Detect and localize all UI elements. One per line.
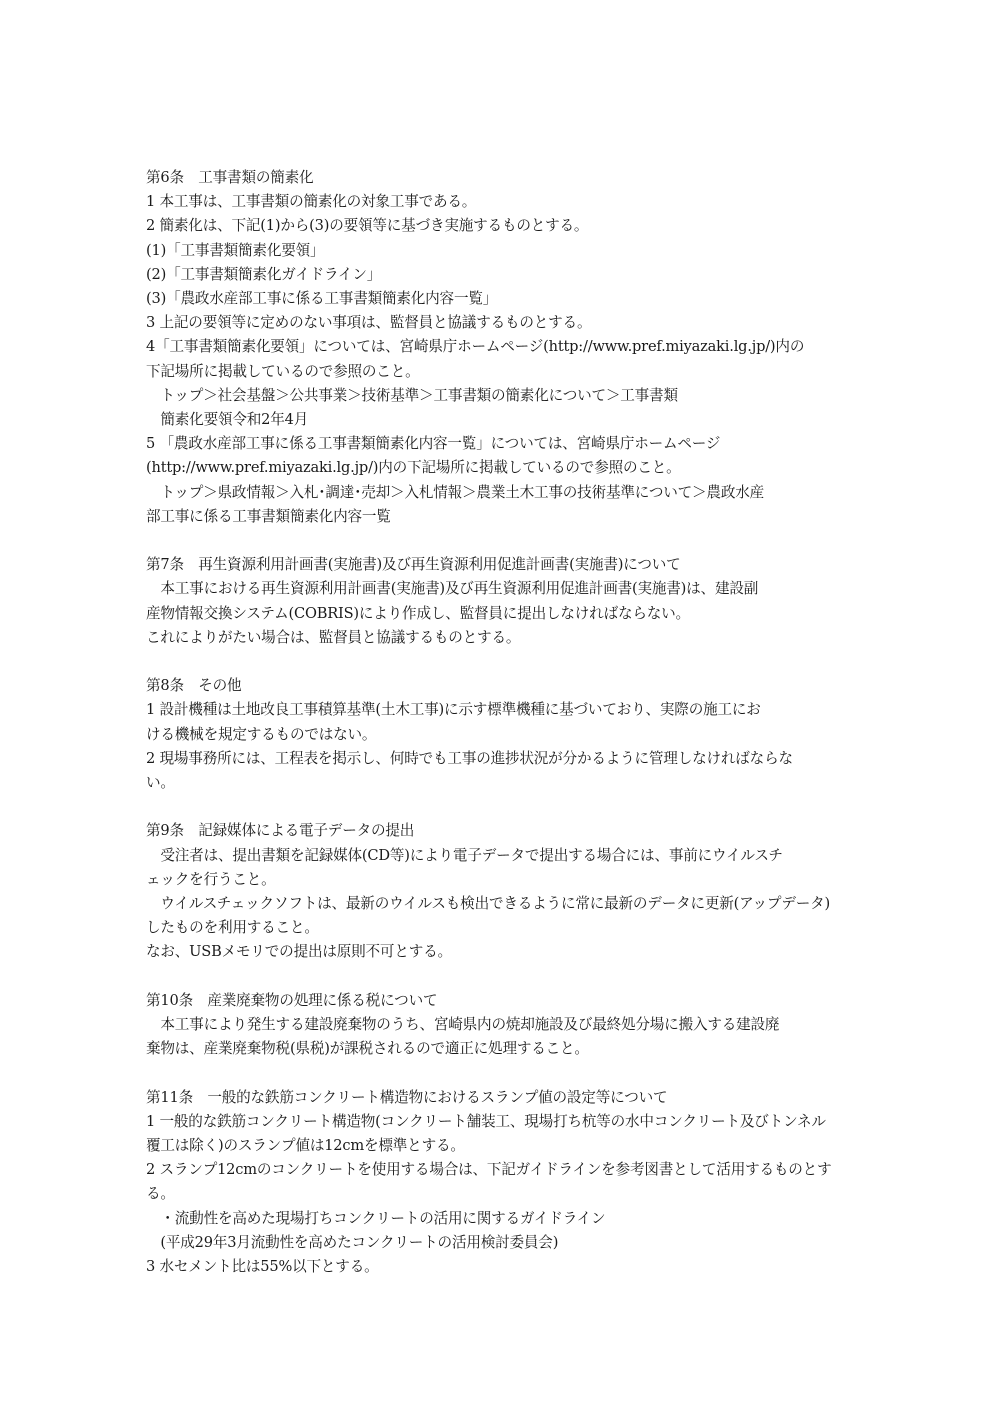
text-line: ェックを行うこと。 <box>146 870 276 888</box>
text-line: 簡素化要領令和2年4月 <box>146 411 309 429</box>
article-heading: 第9条 記録媒体による電子データの提出 <box>146 822 415 840</box>
text-line: 2 スランプ12cmのコンクリートを使用する場合は、下記ガイドラインを参考図書として活用するものとす <box>146 1161 832 1179</box>
text-line: したものを利用すること。 <box>146 919 319 937</box>
text-line: 4「工事書類簡素化要領」については、宮崎県庁ホームページ(http://www.pref.miyazaki.lg.jp/)内の <box>146 338 805 356</box>
text-line: 覆工は除く)のスランプ値は12cmを標準とする。 <box>146 1137 465 1155</box>
article-7 <box>146 553 862 650</box>
article-heading: 第10条 産業廃棄物の処理に係る税について <box>146 991 438 1009</box>
text-line: (2)「工事書類簡素化ガイドライン」 <box>146 265 382 283</box>
text-line: い。 <box>146 774 175 792</box>
text-line: 受注者は、提出書類を記録媒体(CD等)により電子データで提出する場合には、事前にウイルスチ <box>146 846 783 864</box>
text-line: トップ＞県政情報＞入札･調達･売却＞入札情報＞農業土木工事の技術基準について＞農政水産 <box>146 483 765 501</box>
text-line: トップ＞社会基盤＞公共事業＞技術基準＞工事書類の簡素化について＞工事書類 <box>146 386 678 404</box>
text-line: ウイルスチェックソフトは、最新のウイルスも検出できるように常に最新のデータに更新(アップデータ) <box>146 895 830 913</box>
text-line: 本工事により発生する建設廃棄物のうち、宮崎県内の焼却施設及び最終処分場に搬入する建設廃 <box>146 1016 780 1034</box>
text-line: (1)「工事書類簡素化要領」 <box>146 241 325 259</box>
text-line: 5 「農政水産部工事に係る工事書類簡素化内容一覧」については、宮崎県庁ホームページ <box>146 435 721 453</box>
text-line: 本工事における再生資源利用計画書(実施書)及び再生資源利用促進計画書(実施書)は、建設副 <box>146 580 759 598</box>
text-line: 棄物は、産業廃棄物税(県税)が課税されるので適正に処理すること。 <box>146 1040 589 1058</box>
text-line: 3 水セメント比は55%以下とする。 <box>146 1258 379 1276</box>
text-line: 産物情報交換システム(COBRIS)により作成し、監督員に提出しなければならない。 <box>146 604 690 622</box>
text-line: ける機械を規定するものではない。 <box>146 725 377 743</box>
text-line: 3 上記の要領等に定めのない事項は、監督員と協議するものとする。 <box>146 314 592 332</box>
text-line: (3)「農政水産部工事に係る工事書類簡素化内容一覧」 <box>146 290 498 308</box>
text-line: なお、USBメモリでの提出は原則不可とする。 <box>146 943 452 961</box>
text-line: 2 現場事務所には、工程表を掲示し、何時でも工事の進捗状況が分かるように管理しなければならな <box>146 749 793 767</box>
text-line: 1 一般的な鉄筋コンクリート構造物(コンクリート舗装工、現場打ち杭等の水中コンクリート及びトンネル <box>146 1112 826 1130</box>
text-line: ・流動性を高めた現場打ちコンクリートの活用に関するガイドライン <box>146 1209 606 1227</box>
article-heading: 第6条 工事書類の簡素化 <box>146 169 314 186</box>
text-line: 下記場所に掲載しているので参照のこと。 <box>146 362 420 380</box>
text-line: 2 簡素化は、下記(1)から(3)の要領等に基づき実施するものとする。 <box>146 217 589 235</box>
document-body <box>146 166 862 1303</box>
text-line: 部工事に係る工事書類簡素化内容一覧 <box>146 507 391 525</box>
article-heading: 第8条 その他 <box>146 677 242 695</box>
article-10 <box>146 989 862 1062</box>
article-9 <box>146 819 862 964</box>
text-line: (http://www.pref.miyazaki.lg.jp/)内の下記場所に掲載しているので参照のこと。 <box>146 459 681 477</box>
article-8 <box>146 674 862 795</box>
text-line: (平成29年3月流動性を高めたコンクリートの活用検討委員会) <box>146 1233 559 1251</box>
text-line: これによりがたい場合は、監督員と協議するものとする。 <box>146 628 521 646</box>
text-line: 1 本工事は、工事書類の簡素化の対象工事である。 <box>146 193 477 211</box>
text-line: る。 <box>146 1185 175 1203</box>
article-heading: 第11条 一般的な鉄筋コンクリート構造物におけるスランプ値の設定等について <box>146 1088 668 1106</box>
article-11 <box>146 1086 862 1280</box>
article-6 <box>146 166 862 529</box>
text-line: 1 設計機種は土地改良工事積算基準(土木工事)に示す標準機種に基づいており、実際の施工にお <box>146 701 761 719</box>
article-heading: 第7条 再生資源利用計画書(実施書)及び再生資源利用促進計画書(実施書)について <box>146 556 681 574</box>
